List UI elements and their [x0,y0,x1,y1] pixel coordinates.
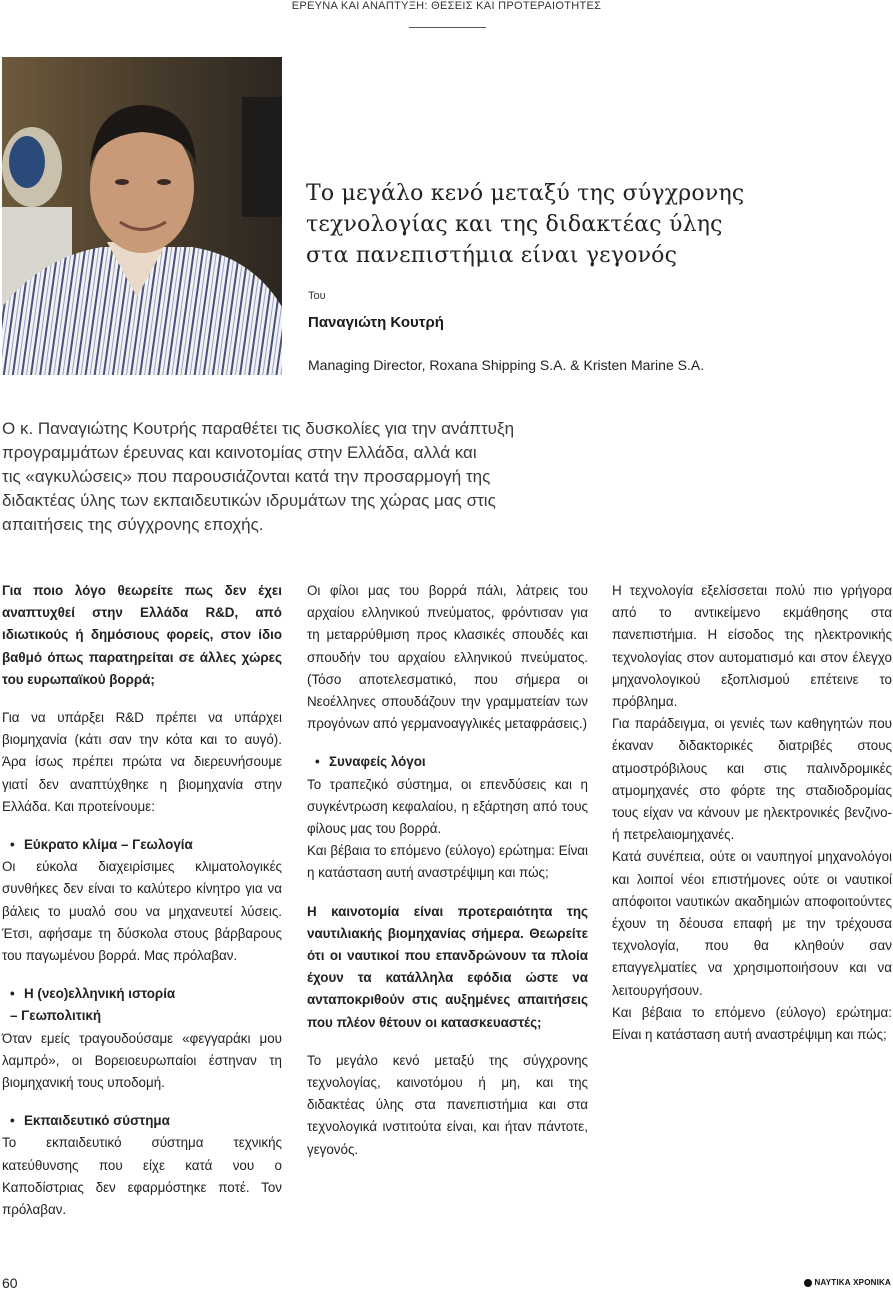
bullet-heading-continuation: – Γεωπολιτική [10,1008,102,1024]
article-intro [2,417,602,537]
paragraph: Κατά συνέπεια, ούτε οι ναυπηγοί μηχανολόγοι και λοιποί νέοι επιστήμονες ούτε οι ναυτικοί απόφοιτοι ναυτικών ακαδημιών αποφοιτούντες έχουν τη δέουσα επαφή με την τρέχουσα τεχνολογία, που θα κληθούν σαν επαγγελματίες να χρησιμοποιήσουν και να λειτουργήσουν. [612,849,892,998]
section-header-title: ΕΡΕΥΝΑ ΚΑΙ ΑΝΑΠΤΥΞΗ: ΘΕΣΕΙΣ ΚΑΙ ΠΡΟΤΕΡΑΙΟΤΗΤΕΣ [291,0,602,12]
bullet-heading-text: Εκπαιδευτικό σύστημα [24,1113,170,1129]
article-column-3 [612,580,892,1062]
author-role: Managing Director, Roxana Shipping S.A. & Kristen Marine S.A. [308,357,705,373]
paragraph: Για να υπάρξει R&D πρέπει να υπάρχει βιομηχανία (κάτι σαν την κότα και το αυγό). Άρα ίσως πρέπει πρώτα να διερευνήσουμε γιατί δεν αναπτύχθηκε η βιομηχανία στην Ελλάδα. Και προτείνουμε: [2,710,282,814]
intro-line: Ο κ. Παναγιώτης Κουτρής παραθέτει τις δυσκολίες για την ανάπτυξη [2,419,515,438]
bullet-heading: • Η (νεο)ελληνική ιστορία [10,986,176,1002]
paragraph: Το τραπεζικό σύστημα, οι επενδύσεις και η συγκέντρωση κεφαλαίου, η εξάρτηση από τους φίλους μας του βορρά. [307,776,588,837]
interview-question: Η καινοτομία είναι προτεραιότητα της ναυτιλιακής βιομηχανίας σήμερα. Θεωρείτε ότι οι ναυτικοί που επανδρώνουν τα πλοία έχουν τα κατάλληλα εφόδια ώστε να ανταποκριθούν στις αυξημένες απαιτήσεις που πλέον θέτουν οι κατασκευαστές; [307,903,588,1030]
brand-name: ΝΑΥΤΙΚΑ ΧΡΟΝΙΚΑ [814,1278,891,1287]
headline-line: τεχνολογίας και της διδακτέας ύλης [306,212,723,237]
bullet-heading: • Εύκρατο κλίμα – Γεωλογία [10,837,193,853]
headline-line: Το μεγάλο κενό μεταξύ της σύγχρονης [306,181,745,206]
paragraph: Οι φίλοι μας του βορρά πάλι, λάτρεις του αρχαίου ελληνικού πνεύματος, φρόντισαν για τη μεταρρύθμιση προς κλασικές σπουδές και σπουδήν του αρχαίου ελληνικού πνεύματος. (Τόσο αποτελεσματικό, που σήμερα οι Νεοέλληνες σπουδάζουν την γραμματείαν των προγόνων από γερμανοαγγλικές μεταφράσεις.) [307,583,588,732]
bullet-heading-text: Η (νεο)ελληνική ιστορία [24,986,176,1002]
paragraph: Για παράδειγμα, οι γενιές των καθηγητών που έκαναν διδακτορικές διατριβές στους ατμοστρόβιλους και στις παλινδρομικές ατμομηχανές στο φόρτε της σταδιοδρομίας τους είχαν να κάνουν με ηλεκτρονικές βενζινο- ή πετρελαιομηχανές. [612,716,892,843]
paragraph: Οι εύκολα διαχειρίσιμες κλιματολογικές συνθήκες δεν είναι το καλύτερο κίνητρο για να βάλεις το μυαλό σου να μηχανευτεί λύσεις. Έτσι, αφήσαμε τη δύσκολα στους βάρβαρους του παγωμένου βορρά. Μας πρόλαβαν. [2,859,282,964]
paragraph: Το εκπαιδευτικό σύστημα τεχνικής κατεύθυνσης που είχε κατά νου ο Καποδίστριας δεν εφαρμόστηκε ποτέ. Τον πρόλαβαν. [2,1135,282,1218]
bullet-heading-text: Συναφείς λόγοι [329,754,426,770]
intro-line: απαιτήσεις της σύγχρονης εποχής. [2,515,264,534]
article-column-1 [2,580,282,1237]
intro-line: προγραμμάτων έρευνας και καινοτομίας στην Ελλάδα, αλλά και [2,443,477,462]
paragraph: Και βέβαια το επόμενο (εύλογο) ερώτημα: Είναι η κατάσταση αυτή αναστρέψιμη και πώς; [612,1004,892,1043]
paragraph: Όταν εμείς τραγουδούσαμε «φεγγαράκι μου λαμπρό», οι Βορειοευρωπαίοι έστηναν τη βιομηχανική τους υποδομή. [2,1030,282,1091]
paragraph: Και βέβαια το επόμενο (εύλογο) ερώτημα: Είναι η κατάσταση αυτή αναστρέψιμη και πώς; [307,843,588,881]
page-number: 60 [2,1275,18,1291]
intro-line: τις «αγκυλώσεις» που παρουσιάζονται κατά την προσαρμογή της [2,467,491,486]
brand-logo-icon [804,1279,812,1287]
author-name: Παναγιώτη Κουτρή [308,314,444,331]
bullet-heading: • Συναφείς λόγοι [315,754,426,770]
paragraph: Το μεγάλο κενό μεταξύ της σύγχρονης τεχνολογίας, καινοτόμου ή μη, και της διδακτέας ύλης στα πανεπιστήμια και στα τεχνολογικά ινστιτούτα είναι, και ήταν πάντοτε, γεγονός. [307,1052,588,1157]
header-divider [409,27,486,28]
paragraph: Η τεχνολογία εξελίσσεται πολύ πιο γρήγορα από το αντικείμενο εκμάθησης στα πανεπιστήμια. Η είσοδος της ηλεκτρονικής τεχνολογίας στον αυτοματισμό και στον έλεγχο μηχανολογικού εξοπλισμού επέτεινε το πρόβλημα. [612,583,892,710]
interview-question: Για ποιο λόγο θεωρείτε πως δεν έχει αναπτυχθεί στην Ελλάδα R&D, από ιδιωτικούς ή δημόσιους φορείς, στον ίδιο βαθμό όπως παρατηρείται σε άλλες χώρες του ευρωπαϊκού βορρά; [2,583,282,687]
article-headline [306,178,826,271]
publication-brand [804,1278,892,1287]
bullet-heading-text: Εύκρατο κλίμα – Γεωλογία [24,837,193,853]
byline-prefix: Του [308,290,326,302]
author-portrait-photo [2,57,282,375]
bullet-heading: • Εκπαιδευτικό σύστημα [10,1113,170,1129]
headline-line: στα πανεπιστήμια είναι γεγονός [306,243,678,268]
article-column-2 [307,580,588,1177]
intro-line: διδακτέας ύλης των εκπαιδευτικών ιδρυμάτων της χώρας μας στις [2,491,496,510]
